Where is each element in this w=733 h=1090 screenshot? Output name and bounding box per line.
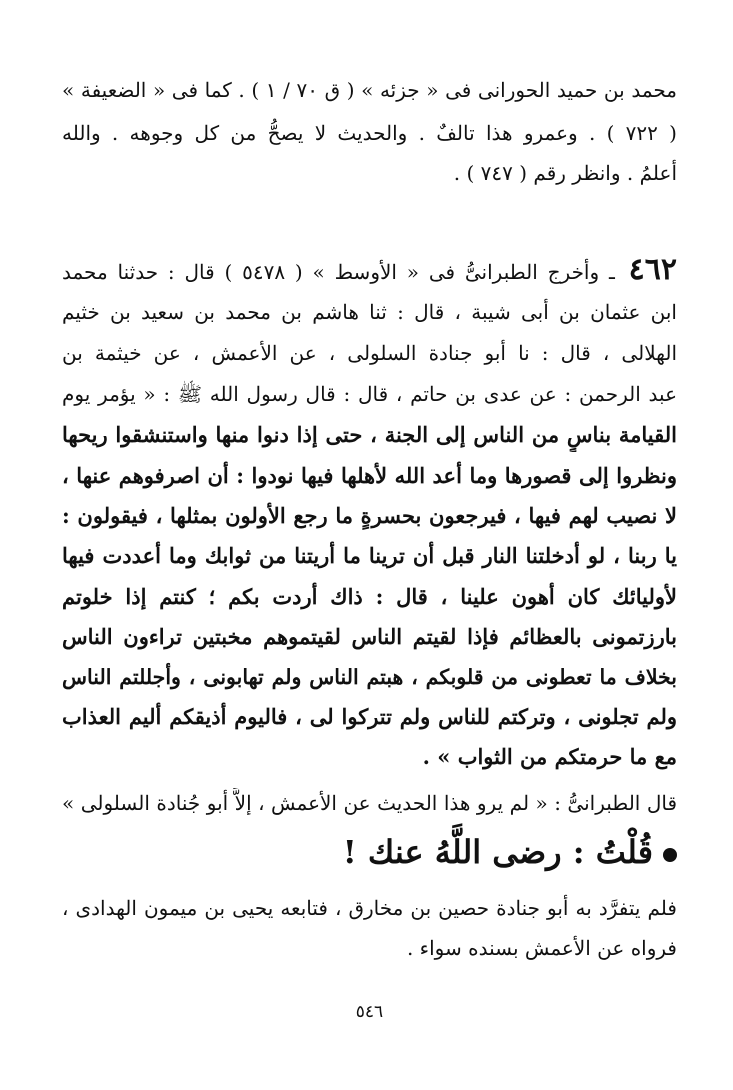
hadith-intro-text: ـ وأخرج الطبرانىُّ فى « الأوسط » ( ٥٤٧٨ ) قال : حدثنا محمد [62, 260, 615, 284]
matn-line-5: لأوليائك كان أهون علينا ، قال : ذاك أردت بكم ؛ كنتم إذا خلوتم [62, 584, 677, 609]
heading-text: قُلْتُ : رضى اللَّهُ عنك ! [342, 833, 653, 871]
intro-line-2: ( ٧٢٢ ) . وعمرو هذا تالفٌ . والحديث لا يصحُّ من كل وجوهه . والله [62, 121, 677, 145]
isnad-line-3: عبد الرحمن : عن عدى بن حاتم ، قال : قال رسول الله ﷺ : « يؤمر يوم [62, 382, 677, 406]
intro-line-3: أعلمُ . وانظر رقم ( ٧٤٧ ) . [453, 161, 677, 185]
tabarani-comment: قال الطبرانىُّ : « لم يرو هذا الحديث عن الأعمش ، إلاَّ أبو جُنادة السلولى » [62, 791, 677, 815]
matn-line-4: يا ربنا ، لو أدخلتنا النار قبل أن ترينا ما أريتنا من ثوابك وما أعددت فيها [62, 543, 677, 568]
outro-line-2: فرواه عن الأعمش بسنده سواء . [406, 936, 677, 960]
hadith-first-line [62, 255, 677, 287]
matn-line-9: مع ما حرمتكم من الثواب » . [422, 744, 677, 769]
bullet-icon [663, 848, 677, 862]
page-number: ٥٤٦ [355, 1002, 384, 1022]
matn-line-8: ولم تجلونى ، وتركتم للناس ولم تتركوا لى ، فاليوم أذيقكم أليم العذاب [62, 704, 677, 729]
matn-line-3: لا نصيب لهم فيها ، فيرجعون بحسرةٍ ما رجع الأولون بمثلها ، فيقولون : [62, 503, 677, 528]
matn-line-2: ونظروا إلى قصورها وما أعد الله لأهلها فيها نودوا : أن اصرفوهم عنها ، [62, 463, 677, 488]
hadith-number: ٤٦٢ [628, 255, 677, 287]
matn-line-6: بارزتمونى بالعظائم فإذا لقيتم الناس لقيتموهم مخبتين تراءون الناس [62, 624, 677, 649]
intro-line-1: محمد بن حميد الحورانى فى « جزئه » ( ق ٧٠ / ١ ) . كما فى « الضعيفة » [62, 78, 677, 102]
qultu-heading [343, 830, 677, 874]
book-page [62, 0, 677, 1090]
isnad-line-1: ابن عثمان بن أبى شيبة ، قال : ثنا هاشم بن محمد بن سعيد بن خثيم [62, 300, 677, 324]
matn-line-1: القيامة بناسٍ من الناس إلى الجنة ، حتى إذا دنوا منها واستنشقوا ريحها [62, 422, 677, 447]
isnad-line-2: الهلالى ، قال : نا أبو جنادة السلولى ، عن الأعمش ، عن خيثمة بن [62, 341, 677, 365]
outro-line-1: فلم يتفرَّد به أبو جنادة حصين بن مخارق ، فتابعه يحيى بن ميمون الهدادى ، [62, 896, 677, 920]
matn-line-7: بخلاف ما تعطونى من قلوبكم ، هبتم الناس ولم تهابونى ، وأجللتم الناس [62, 665, 677, 689]
